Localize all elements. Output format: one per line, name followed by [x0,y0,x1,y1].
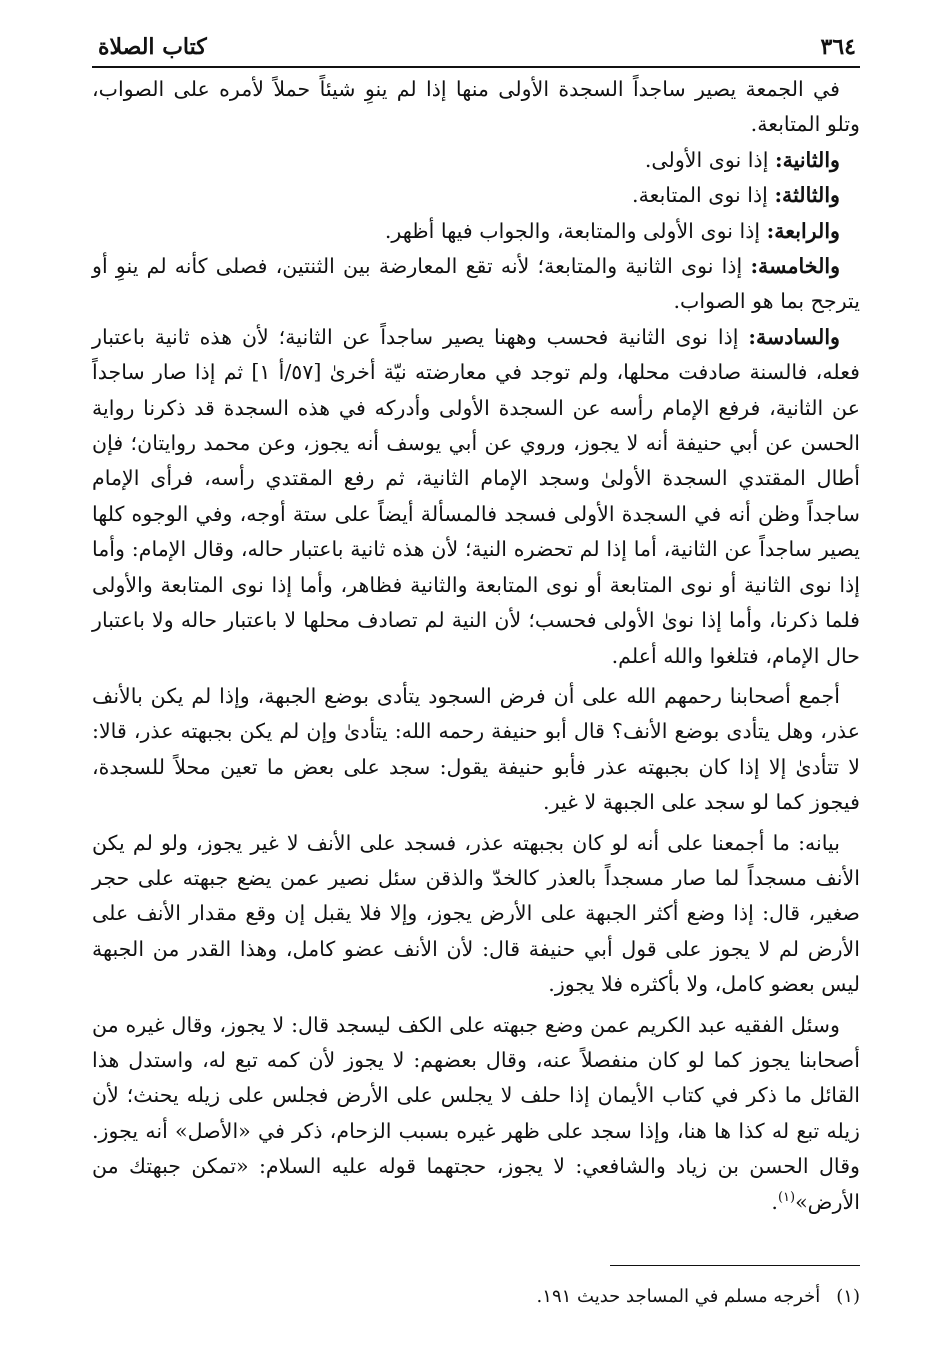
book-page [92,30,860,1366]
case-4-text: إذا نوى الأولى والمتابعة، والجواب فيها أظهر. [384,218,761,243]
case-6-lead: والسادسة: [748,324,841,349]
paragraph-7: أجمع أصحابنا رحمهم الله على أن فرض السجود يتأدى بوضع الجبهة، وإذا لم يكن بالأنف عذر، وهل يتأدى بوضع الأنف؟ قال أبو حنيفة رحمه الله: يتأدىٰ وإن لم يكن بجبهته عذر، قالا: لا تتأدىٰ إلا إذا كان بجبهته عذر فأبو حنيفة يقول: سجد على بعض ما تعين محلاً للسجدة، فيجوز كما لو سجد على الجبهة لا غير. [92,683,860,815]
case-6 [92,320,860,674]
footnote-rule [610,1265,860,1266]
page-number: ٣٦٤ [820,34,856,60]
case-2-lead: والثانية: [774,147,840,172]
case-4 [92,214,860,249]
case-5-lead: والخامسة: [750,254,841,279]
case-3-text: إذا نوى المتابعة. [632,183,768,208]
running-head [92,30,860,62]
paragraph-8: بيانه: ما أجمعنا على أنه لو كان بجبهته عذر، فسجد على الأنف لا غير يجوز، ولو لم يكن الأنف مسجداً لما صار مسجداً بالعذر كالخدّ والذقن سئل نصير عمن يضع جبهته على حجر صغير، قال: إذا وضع أكثر الجبهة على الأرض يجوز، وإلا فلا يقبل إن وقع مقدار الأنف على الأرض لم لا يجوز على قول أبي حنيفة قال: لأن الأنف عضو كامل، وهذا القدر من الجبهة ليس بعضو كامل، ولا بأكثره فلا يجوز. [92,830,860,997]
case-2-text: إذا نوى الأولى. [644,147,769,172]
chapter-title: كتاب الصلاة [98,34,207,60]
case-5-text: إذا نوى الثانية والمتابعة؛ لأنه تقع المعارضة بين الثنتين، فصلى كأنه لم ينوِ أو يترجح بما هو الصواب. [92,254,860,314]
header-rule [92,66,860,68]
case-4-lead: والرابعة: [766,218,840,243]
footnote-marker: (١) [836,1286,860,1307]
paragraph-9-text: وسئل الفقيه عبد الكريم عمن وضع جبهته على الكف ليسجد قال: لا يجوز، وقال غيره من أصحابنا يجوز كما لو كان منفصلاً عنه، وقال بعضهم: لا يجوز لأن كمه تبع له، واستدل هذا القائل ما ذكر في كتاب الأيمان إذا حلف لا يجلس على الأرض فجلس على زيله يحنث؛ لأن زيله تبع له كذا ها هنا، وإذا سجد على ظهر غيره بسبب الزحام، ذكر في «الأصل» أنه يجوز. وقال الحسن بن زياد والشافعي: لا يجوز، حجتهما قوله عليه السلام: «تمكن جبهتك من الأرض» [92,1012,860,1214]
case-3 [92,178,860,213]
case-6-text: إذا نوى الثانية فحسب وههنا يصير ساجداً عن الثانية؛ لأن هذه ثانية باعتبار فعله، فالسنة صادفت محلها، ولم توجد في معارضته نيّة أخرىٰ [٥٧/أ ١] ثم إذا صار ساجداً عن الثانية، فرفع الإمام رأسه عن السجدة الأولى وأدركه في هذه السجدة قد ذكرنا رواية الحسن عن أبي حنيفة أنه لا يجوز، وروي عن أبي يوسف أنه يجوز، وعن محمد روايتان؛ فإن أطال المقتدي السجدة الأولىٰ وسجد الإمام الثانية، ثم رفع المقتدي رأسه، فرأى الإمام ساجداً وظن أنه في السجدة الأولى فسجد فالمسألة أيضاً على ستة أوجه، وفي الوجوه كلها يصير ساجداً عن الثانية، أما إذا لم تحضره النية؛ لأن هذه ثانية باعتبار حاله، وقال الإمام: وأما إذا نوى الثانية أو نوى المتابعة أو نوى المتابعة والثانية فظاهر، وأما إذا نوى المتابعة والأولى فلما ذكرنا، وأما إذا نوىٰ الأولى فحسب؛ لأن النية لم تصادف محلها لا باعتبار حاله ولا باعتبار حال الإمام، فتلغوا والله أعلم. [92,324,860,668]
paragraph-1: في الجمعة يصير ساجداً السجدة الأولى منها إذا لم ينوِ شيئاً حملاً لأمره على الصواب، وتلو المتابعة. [92,77,860,137]
case-5 [92,249,860,320]
main-text [92,72,860,1220]
footnote-reference[interactable]: (١) [777,1189,796,1205]
footnote-1 [92,1284,860,1310]
case-3-lead: والثالثة: [774,183,840,208]
footnote-text: أخرجه مسلم في المساجد حديث ١٩١. [536,1286,821,1307]
paragraph-9: وسئل الفقيه عبد الكريم عمن وضع جبهته على الكف ليسجد قال: لا يجوز، وقال غيره من أصحابنا يجوز كما لو كان منفصلاً عنه، وقال بعضهم: لا يجوز لأن كمه تبع له، واستدل هذا القائل ما ذكر في كتاب الأيمان إذا حلف لا يجلس على الأرض فجلس على زيله يحنث؛ لأن زيله تبع له كذا ها هنا، وإذا سجد على ظهر غيره بسبب الزحام، ذكر في «الأصل» أنه يجوز. وقال الحسن بن زياد والشافعي: لا يجوز، حجتهما قوله عليه السلام: «تمكن جبهتك من الأرض»$^{(١)}$. [92,1012,860,1214]
case-2 [92,143,860,178]
